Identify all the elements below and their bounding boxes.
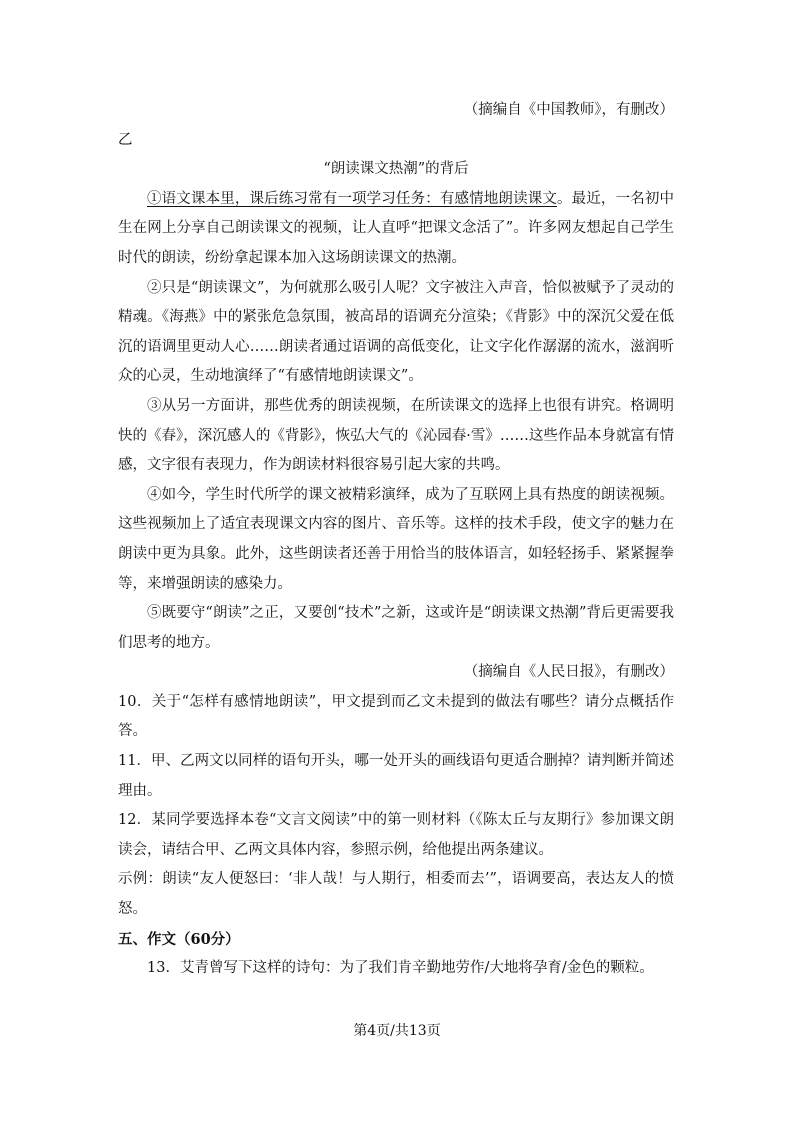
paragraph-1-rest: 。最近，一名初中生在网上分享自己朗读课文的视频，让人直呼“把课文念活了”。许多网友想起自己学生时代的朗读，纷纷拿起课本加入这场朗读课文的热潮。 bbox=[118, 190, 674, 266]
question-11: 11．甲、乙两文以同样的语句开头，哪一处开头的画线语句更适合删掉？请判断并简述理由。 bbox=[118, 753, 674, 799]
paragraph-3: ③从另一方面讲，那些优秀的朗读视频，在所读课文的选择上也很有讲究。格调明快的《春》，深沉感人的《背影》，恢弘大气的《沁园春·雪》……这些作品本身就富有情感，文字很有表现力，作为朗读材料很容易引起大家的共鸣。 bbox=[118, 397, 674, 474]
page-content bbox=[118, 96, 674, 984]
source-citation-b: （摘编自《人民日报》，有删改） bbox=[463, 664, 674, 681]
section-5-heading: 五、作文（60分） bbox=[118, 930, 240, 948]
example-text: 示例：朗读“友人便怒曰：‘非人哉！与人期行，相委而去’”，语调要高，表达友人的愤怒。 bbox=[118, 871, 674, 918]
page-number: 第4页/共13页 bbox=[353, 1023, 441, 1039]
underlined-sentence: ①语文课本里，课后练习常有一项学习任务：有感情地朗读课文 bbox=[147, 190, 557, 207]
question-13: 13．艾青曾写下这样的诗句：为了我们肯辛勤地劳作/大地将孕育/金色的颗粒。 bbox=[147, 960, 654, 977]
paragraph-2: ②只是“朗读课文”，为何就那么吸引人呢？文字被注入声音，恰似被赋予了灵动的精魂。《海燕》中的紧张危急氛围，被高昂的语调充分渲染；《背影》中的深沉父爱在低沉的语调里更动人心……朗读者通过语调的高低变化，让文字化作潺潺的流水，滋润听众的心灵，生动地演绎了“有感情地朗读课文”。 bbox=[118, 279, 674, 385]
paragraph-1 bbox=[118, 185, 674, 274]
question-12: 12．某同学要选择本卷“文言文阅读”中的第一则材料（《陈太丘与友期行》参加课文朗读会，请结合甲、乙两文具体内容，参照示例，给他提出两条建议。 bbox=[118, 812, 674, 858]
article-title: “朗读课文热潮”的背后 bbox=[323, 161, 469, 178]
source-citation-a: （摘编自《中国教师》，有删改） bbox=[463, 102, 674, 118]
section-b-label: 乙 bbox=[118, 131, 133, 148]
paragraph-4: ④如今，学生时代所学的课文被精彩演绎，成为了互联网上具有热度的朗读视频。这些视频加上了适宜表现课文内容的图片、音乐等。这样的技术手段，使文字的魅力在朗读中更为具象。此外，这些朗读者还善于用恰当的肢体语言，如轻轻扬手、紧紧握拳等，来增强朗读的感染力。 bbox=[118, 486, 674, 592]
paragraph-5: ⑤既要守“朗读”之正，又要创“技术”之新，这或许是“朗读课文热潮”背后更需要我们思考的地方。 bbox=[118, 605, 674, 651]
question-10: 10．关于“怎样有感情地朗读”，甲文提到而乙文未提到的做法有哪些？请分点概括作答。 bbox=[118, 693, 674, 740]
